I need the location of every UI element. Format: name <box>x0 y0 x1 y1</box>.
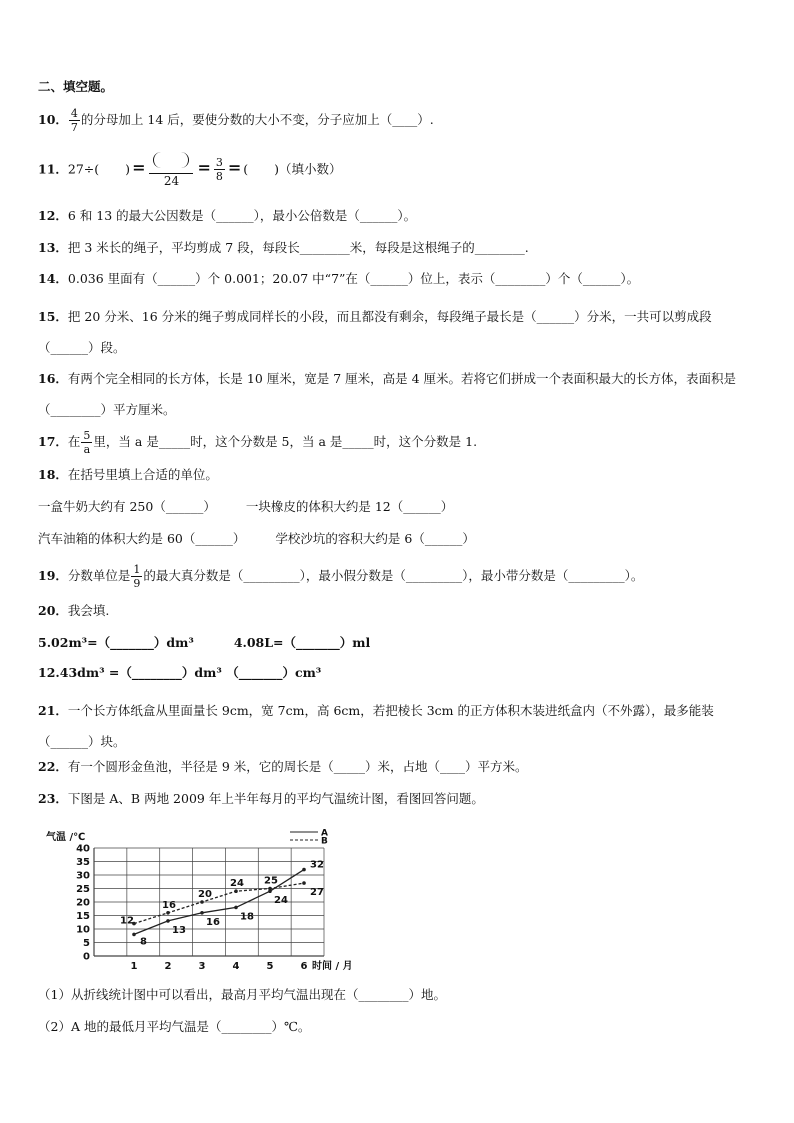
question-text: 在括号里填上合适的单位。 <box>67 467 218 482</box>
sub-item: 12.43dm³ =（________）dm³ （_______）cm³ <box>38 665 322 680</box>
sub-item: 4.08L=（_______）ml <box>233 635 371 650</box>
question-21 <box>38 695 756 757</box>
question-13 <box>38 239 529 257</box>
temperature-line-chart <box>44 828 353 973</box>
question-text: ( <box>243 161 249 177</box>
data-label-A: 24 <box>274 895 288 907</box>
data-label-A: 32 <box>310 859 324 871</box>
question-text: 有一个圆形金鱼池，半径是 9 米，它的周长是（_____）米，占地（____）平方米。 <box>67 759 528 774</box>
y-tick-label: 15 <box>76 911 90 922</box>
question-text: 0.036 里面有（______）个 0.001；20.07 中“7”在（______）位上，表示（________）个（______）。 <box>67 271 640 286</box>
question-18-row-2 <box>38 530 475 548</box>
data-point-A <box>200 911 204 915</box>
x-tick-label: 5 <box>266 961 274 972</box>
data-point-B <box>302 881 306 885</box>
data-label-B: 25 <box>264 875 278 887</box>
question-number: 14． <box>38 271 68 286</box>
question-number: 17． <box>38 434 68 449</box>
data-point-B <box>234 889 238 893</box>
y-tick-label: 10 <box>76 924 90 936</box>
sub-item: 学校沙坑的容积大约是 6（______） <box>275 531 475 546</box>
question-text: 里，当 a 是_____时，这个分数是 5，当 a 是_____时，这个分数是 1. <box>93 434 478 449</box>
question-text: 6 和 13 的最大公因数是（______），最小公倍数是（______）。 <box>67 208 417 223</box>
question-number: 13． <box>38 240 68 255</box>
x-tick-label: 1 <box>130 961 138 972</box>
section-title: 二、填空题。 <box>38 79 114 94</box>
question-number: 18． <box>38 467 68 482</box>
question-17 <box>38 430 477 455</box>
question-text: 分数单位是 <box>67 568 131 583</box>
question-number: 11． <box>38 161 68 177</box>
y-tick-label: 0 <box>83 951 90 963</box>
question-text: )（填小数） <box>274 161 342 177</box>
sub-item: 5.02m³=（_______）dm³ <box>38 635 194 650</box>
x-tick-label: 4 <box>232 961 240 972</box>
question-number: 12． <box>38 208 68 223</box>
y-tick-label: 5 <box>83 938 90 949</box>
question-18-row-1 <box>38 498 453 516</box>
y-axis-label: 气温 /℃ <box>46 832 86 843</box>
data-point-A <box>166 919 170 923</box>
question-number: 10． <box>38 112 68 127</box>
fraction: $\frac{1}{9}$ <box>133 563 141 590</box>
question-22 <box>38 758 528 776</box>
question-23-sub-1: （1）从折线统计图中可以看出，最高月平均气温出现在（________）地。 <box>38 987 446 1002</box>
equals-sign: = <box>227 158 242 178</box>
question-text: 有两个完全相同的长方体，长是 10 厘米，宽是 7 厘米，高是 4 厘米。若将它们拼成一个表面积最大的长方体，表面积是（________）平方厘米。 <box>38 371 737 417</box>
question-number: 16． <box>38 371 68 386</box>
question-text: ) <box>125 161 131 177</box>
x-tick-label: 6 <box>300 961 308 972</box>
data-label-B: 12 <box>120 915 134 927</box>
y-tick-label: 25 <box>76 884 90 895</box>
answer-blank[interactable] <box>153 152 189 168</box>
question-20 <box>38 602 109 620</box>
question-12 <box>38 207 416 225</box>
data-label-B: 24 <box>230 878 244 890</box>
question-23 <box>38 790 484 808</box>
data-label-A: 18 <box>240 911 254 923</box>
y-tick-label: 30 <box>76 870 90 882</box>
data-point-B <box>166 911 170 915</box>
y-tick-label: 20 <box>76 897 90 909</box>
x-axis-label: 时间 / 月 <box>312 961 353 972</box>
question-number: 23． <box>38 791 68 806</box>
question-number: 15． <box>38 309 68 324</box>
question-number: 21． <box>38 703 68 718</box>
data-point-B <box>200 900 204 904</box>
question-text: 27÷( <box>67 161 100 177</box>
data-label-A: 8 <box>140 936 147 948</box>
question-text: 在 <box>67 434 81 449</box>
question-text: 把 3 米长的绳子，平均剪成 7 段，每段长________米，每段是这根绳子的________. <box>67 240 529 255</box>
sub-item: 一块橡皮的体积大约是 12（______） <box>245 499 454 514</box>
data-label-B: 16 <box>162 899 176 911</box>
y-tick-label: 35 <box>76 857 90 868</box>
question-text: 一个长方体纸盒从里面量长 9cm，宽 7cm，高 6cm，若把棱长 3cm 的正方体积木装进纸盒内（不外露），最多能装（______）块。 <box>38 703 714 749</box>
question-15 <box>38 301 756 363</box>
question-20-row-1 <box>38 634 370 652</box>
legend-label-B: B <box>321 836 328 847</box>
sub-item: 汽车油箱的体积大约是 60（______） <box>38 531 246 546</box>
data-label-A: 13 <box>172 924 186 936</box>
question-18 <box>38 466 218 484</box>
question-text: 的最大真分数是（_________），最小假分数是（_________），最小带分数是（_________）。 <box>143 568 644 583</box>
data-label-B: 27 <box>310 887 324 899</box>
legend-label-A: A <box>321 828 328 839</box>
question-text: 把 20 分米、16 分米的绳子剪成同样长的小段，而且都没有剩余，每段绳子最长是（______）分米，一共可以剪成段（______）段。 <box>38 309 712 355</box>
equals-sign: = <box>132 158 146 178</box>
question-19 <box>38 564 643 589</box>
question-11 <box>38 152 342 188</box>
data-point-A <box>132 933 136 937</box>
y-tick-label: 40 <box>76 843 90 855</box>
question-16 <box>38 363 756 425</box>
data-point-A <box>234 906 238 910</box>
sub-item: 一盒牛奶大约有 250（______） <box>38 499 216 514</box>
fraction-blank-over-24: 24 <box>149 152 193 188</box>
question-number: 22． <box>38 759 68 774</box>
question-text: 我会填. <box>67 603 110 618</box>
fraction: $\frac{5}{a}$ <box>83 429 91 456</box>
data-point-A <box>302 868 306 872</box>
question-14 <box>38 270 639 288</box>
equals-sign: = <box>197 158 211 178</box>
fraction: $\frac{4}{7}$ <box>70 107 78 134</box>
data-label-A: 16 <box>206 916 220 928</box>
question-10 <box>38 108 434 133</box>
question-text: 下图是 A、B 两地 2009 年上半年每月的平均气温统计图，看图回答问题。 <box>67 791 484 806</box>
question-number: 19． <box>38 568 68 583</box>
question-number: 20． <box>38 603 68 618</box>
question-23-sub-2: （2）A 地的最低月平均气温是（________）℃。 <box>38 1019 311 1034</box>
fraction: $\frac{3}{8}$ <box>215 156 223 184</box>
data-label-B: 20 <box>198 889 212 900</box>
question-text: 的分母加上 14 后，要使分数的大小不变，分子应加上（____）. <box>80 112 434 127</box>
question-20-row-2 <box>38 664 321 682</box>
x-tick-label: 3 <box>198 961 206 972</box>
x-tick-label: 2 <box>164 961 172 972</box>
data-point-B <box>268 887 272 891</box>
